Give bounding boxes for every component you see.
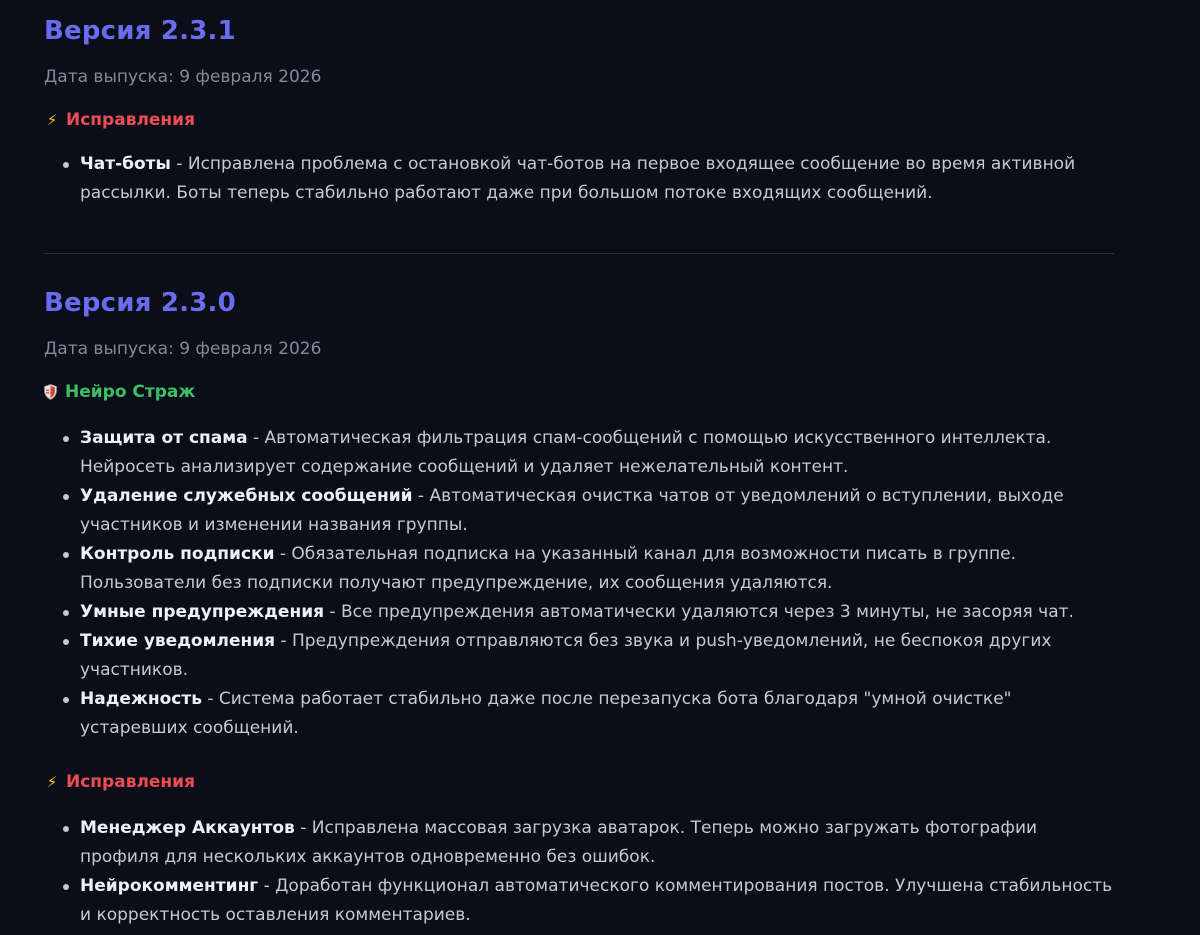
- item-text: - Доработан функционал автоматического комментирования постов. Улучшена стабильность и корректность оставления комментариев.: [80, 876, 1113, 925]
- item-text: - Все предупреждения автоматически удаляются через 3 минуты, не засоряя чат.: [324, 602, 1074, 622]
- list-item: [80, 814, 1114, 872]
- list-item: [80, 540, 1114, 598]
- item-title: Менеджер Аккаунтов: [80, 818, 295, 838]
- section-heading-fixes: [44, 769, 1114, 795]
- item-text: - Исправлена проблема с остановкой чат-ботов на первое входящее сообщение во время активной рассылки. Боты теперь стабильно работают даже при большом потоке входящих сообщений.: [80, 154, 1076, 203]
- fixes-list: [44, 814, 1114, 930]
- item-title: Удаление служебных сообщений: [80, 486, 413, 506]
- item-title: Надежность: [80, 689, 202, 709]
- lightning-icon: ⚡: [46, 773, 58, 791]
- list-item: [80, 627, 1114, 685]
- version-block-2-3-0: [44, 284, 1114, 930]
- item-text: - Исправлена массовая загрузка аватарок. Теперь можно загружать фотографии профиля для нескольких аккаунтов одновременно без ошибок.: [80, 818, 1038, 867]
- version-title: Версия 2.3.1: [44, 16, 236, 46]
- section-heading-label: Исправления: [66, 772, 196, 792]
- item-text: - Автоматическая очистка чатов от уведомлений о вступлении, выходе участников и изменении названия группы.: [80, 486, 1064, 535]
- list-item: [80, 685, 1114, 743]
- item-title: Нейрокомментинг: [80, 876, 259, 896]
- release-date: Дата выпуска: 9 февраля 2026: [44, 339, 322, 359]
- section-heading-neuro-guard: [44, 379, 1114, 405]
- shield-icon: [44, 384, 57, 400]
- item-text: - Автоматическая фильтрация спам-сообщений с помощью искусственного интеллекта. Нейросеть анализирует содержание сообщений и удаляет нежелательный контент.: [80, 428, 1052, 477]
- neuro-guard-list: [44, 424, 1114, 743]
- list-item: [80, 872, 1114, 930]
- list-item: [80, 150, 1114, 208]
- item-title: Умные предупреждения: [80, 602, 325, 622]
- item-text: - Предупреждения отправляются без звука и push-уведомлений, не беспокоя других участников.: [80, 631, 1052, 680]
- list-item: [80, 424, 1114, 482]
- item-text: - Система работает стабильно даже после перезапуска бота благодаря "умной очистке" устаревших сообщений.: [80, 689, 1012, 738]
- item-title: Защита от спама: [80, 428, 248, 448]
- release-date: Дата выпуска: 9 февраля 2026: [44, 67, 322, 87]
- item-title: Контроль подписки: [80, 544, 275, 564]
- lightning-icon: ⚡: [46, 111, 58, 129]
- section-heading-label: Нейро Страж: [65, 382, 196, 402]
- item-title: Тихие уведомления: [80, 631, 276, 651]
- item-text: - Обязательная подписка на указанный канал для возможности писать в группе. Пользователи без подписки получают предупреждение, их сообщения удаляются.: [80, 544, 1017, 593]
- item-title: Чат-боты: [80, 154, 171, 174]
- section-heading-label: Исправления: [66, 110, 196, 130]
- fixes-list: [44, 150, 1114, 208]
- list-item: [80, 482, 1114, 540]
- list-item: [80, 598, 1114, 627]
- section-heading-fixes: [44, 107, 1114, 133]
- version-block-2-3-1: [44, 12, 1114, 208]
- section-divider: [44, 253, 1114, 254]
- version-title: Версия 2.3.0: [44, 288, 236, 318]
